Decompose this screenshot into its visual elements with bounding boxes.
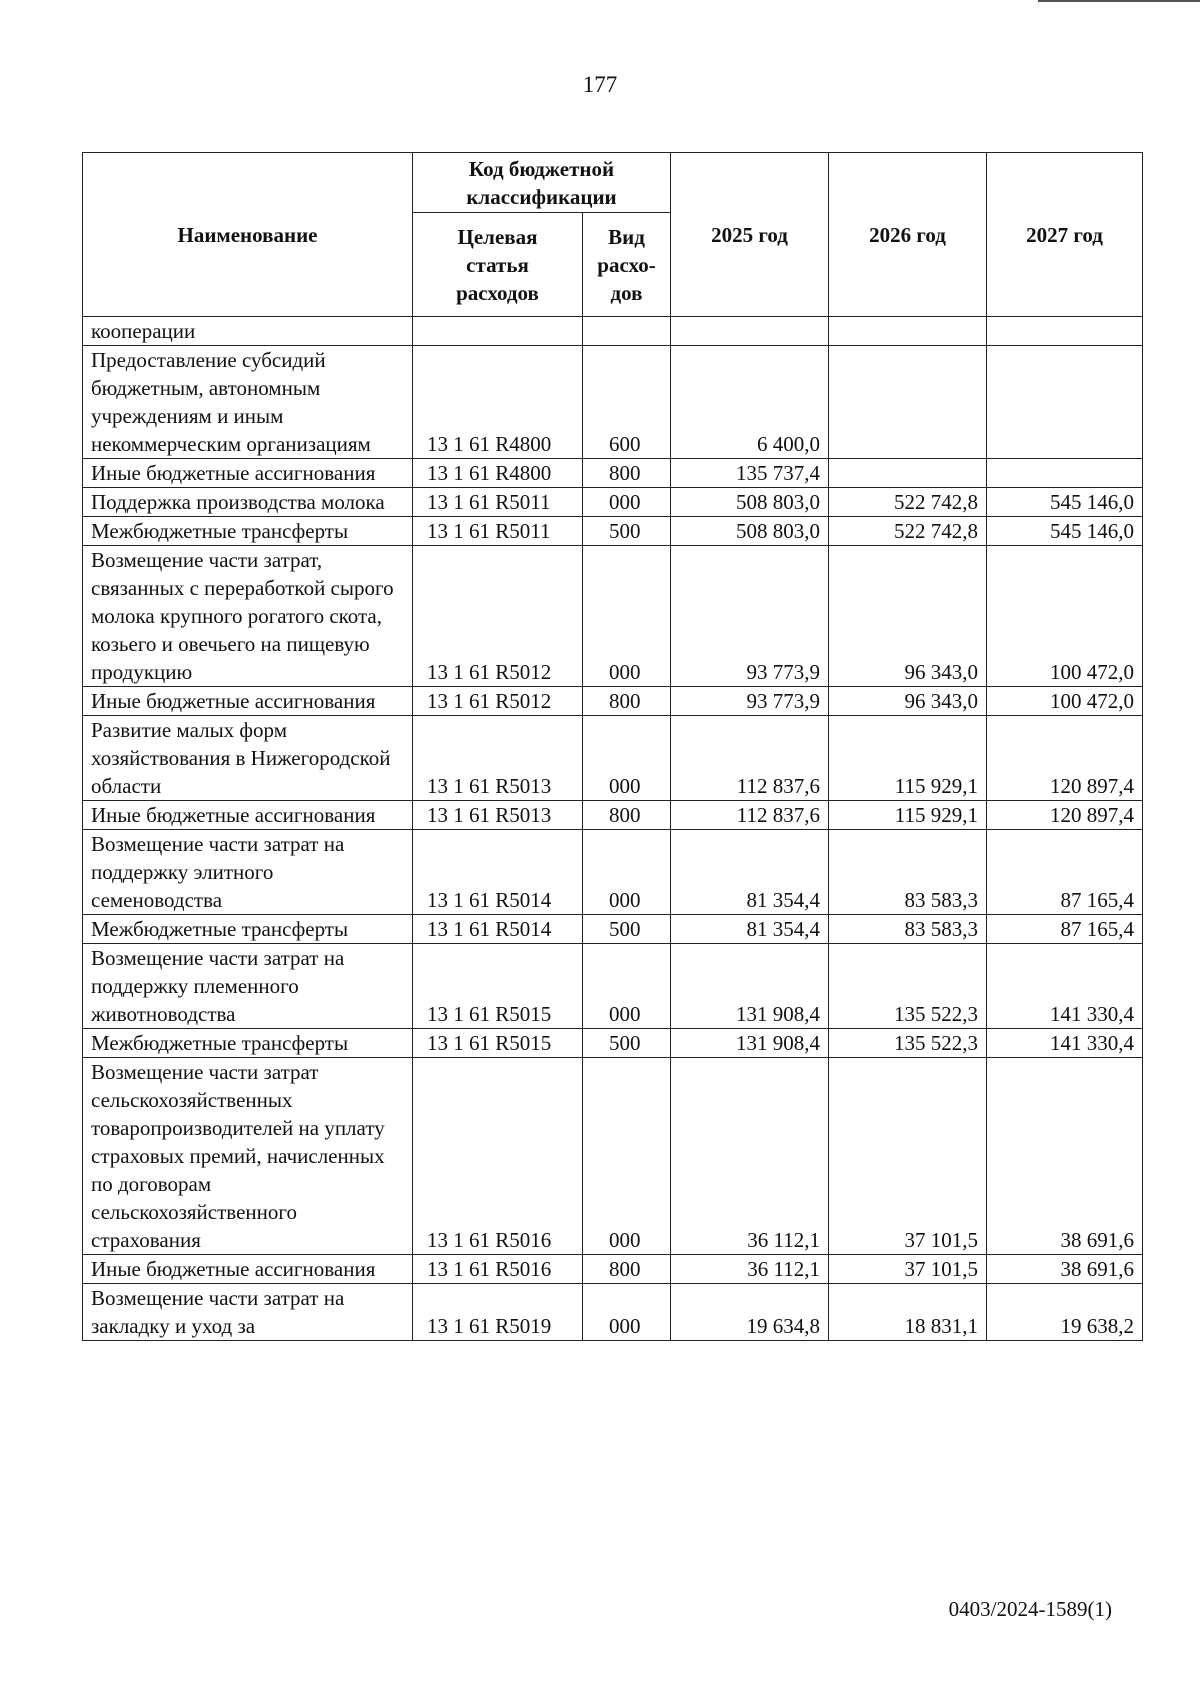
table-row [83,716,1143,801]
row-name: Межбюджетные трансферты [83,517,413,546]
row-2026-value: 115 929,1 [829,801,987,830]
table-row [83,317,1143,346]
row-2026-value: 522 742,8 [829,488,987,517]
row-2027-value: 141 330,4 [987,1029,1143,1058]
row-2026-value [829,459,987,488]
row-2027-value: 120 897,4 [987,801,1143,830]
row-2025-value: 508 803,0 [671,517,829,546]
table-row [83,944,1143,1029]
row-2026-value: 522 742,8 [829,517,987,546]
row-2025-value [671,317,829,346]
row-expense-kind: 800 [583,801,671,830]
row-2027-value: 545 146,0 [987,488,1143,517]
table-row [83,346,1143,459]
row-2026-value [829,346,987,459]
row-2026-value: 37 101,5 [829,1058,987,1255]
row-2026-value: 37 101,5 [829,1255,987,1284]
row-2025-value: 81 354,4 [671,915,829,944]
row-2026-value: 83 583,3 [829,830,987,915]
table-row [83,1284,1143,1341]
row-target-article: 13 1 61 R5013 [413,716,583,801]
table-row [83,459,1143,488]
row-target-article: 13 1 61 R4800 [413,459,583,488]
row-target-article: 13 1 61 R4800 [413,346,583,459]
table-row [83,915,1143,944]
row-name: Возмещение части затрат на поддержку племенного животноводства [83,944,413,1029]
table-row [83,1255,1143,1284]
row-expense-kind: 500 [583,517,671,546]
row-target-article: 13 1 61 R5019 [413,1284,583,1341]
row-name: Межбюджетные трансферты [83,1029,413,1058]
row-2025-value: 112 837,6 [671,716,829,801]
row-2025-value: 36 112,1 [671,1058,829,1255]
row-name: Развитие малых форм хозяйствования в Нижегородской области [83,716,413,801]
row-name: Возмещение части затрат сельскохозяйственных товаропроизводителей на уплату страховых премий, начисленных по договорам сельскохозяйственного страхования [83,1058,413,1255]
row-target-article: 13 1 61 R5015 [413,944,583,1029]
row-2026-value: 96 343,0 [829,546,987,687]
row-2027-value: 38 691,6 [987,1255,1143,1284]
row-2025-value: 131 908,4 [671,944,829,1029]
header-2026: 2026 год [829,153,987,317]
row-expense-kind: 000 [583,944,671,1029]
row-expense-kind: 600 [583,346,671,459]
row-2025-value: 508 803,0 [671,488,829,517]
header-target-article: Целевая статья расходов [413,213,583,317]
row-2025-value: 135 737,4 [671,459,829,488]
row-2026-value: 135 522,3 [829,1029,987,1058]
table-row [83,517,1143,546]
row-2027-value: 545 146,0 [987,517,1143,546]
row-2027-value [987,459,1143,488]
header-2027: 2027 год [987,153,1143,317]
header-name: Наименование [83,153,413,317]
row-2027-value: 100 472,0 [987,546,1143,687]
row-expense-kind: 000 [583,488,671,517]
row-expense-kind: 800 [583,459,671,488]
row-2025-value: 131 908,4 [671,1029,829,1058]
row-target-article: 13 1 61 R5014 [413,830,583,915]
page-number: 177 [582,72,618,97]
row-2027-value [987,317,1143,346]
row-2027-value [987,346,1143,459]
row-name: Возмещение части затрат, связанных с переработкой сырого молока крупного рогатого скота, козьего и овечьего на пищевую продукцию [83,546,413,687]
row-name: Предоставление субсидий бюджетным, автономным учреждениям и иным некоммерческим организациям [83,346,413,459]
row-2027-value: 38 691,6 [987,1058,1143,1255]
row-expense-kind: 500 [583,915,671,944]
row-2026-value: 115 929,1 [829,716,987,801]
table-header [83,153,1143,317]
row-target-article: 13 1 61 R5012 [413,546,583,687]
row-target-article: 13 1 61 R5015 [413,1029,583,1058]
table-row [83,801,1143,830]
row-target-article: 13 1 61 R5014 [413,915,583,944]
row-expense-kind: 000 [583,546,671,687]
header-code-group: Код бюджетной классификации [413,153,671,213]
header-expense-kind: Вид расхо-дов [583,213,671,317]
row-2025-value: 93 773,9 [671,687,829,716]
row-2025-value: 6 400,0 [671,346,829,459]
row-2025-value: 93 773,9 [671,546,829,687]
top-edge-rule [1038,0,1200,2]
row-target-article: 13 1 61 R5011 [413,517,583,546]
row-name: Поддержка производства молока [83,488,413,517]
row-name: Возмещение части затрат на закладку и уход за [83,1284,413,1341]
row-expense-kind: 800 [583,687,671,716]
row-2027-value: 141 330,4 [987,944,1143,1029]
row-2027-value: 120 897,4 [987,716,1143,801]
row-name: Иные бюджетные ассигнования [83,801,413,830]
row-2026-value [829,317,987,346]
row-expense-kind: 000 [583,716,671,801]
row-2025-value: 36 112,1 [671,1255,829,1284]
table-row [83,687,1143,716]
header-2025: 2025 год [671,153,829,317]
table-body [83,317,1143,1341]
row-2026-value: 18 831,1 [829,1284,987,1341]
document-code: 0403/2024-1589(1) [948,1597,1112,1621]
row-target-article: 13 1 61 R5016 [413,1058,583,1255]
row-expense-kind [583,317,671,346]
row-target-article: 13 1 61 R5016 [413,1255,583,1284]
row-target-article: 13 1 61 R5011 [413,488,583,517]
row-expense-kind: 000 [583,1058,671,1255]
row-target-article: 13 1 61 R5012 [413,687,583,716]
row-expense-kind: 500 [583,1029,671,1058]
row-name: Иные бюджетные ассигнования [83,1255,413,1284]
row-target-article [413,317,583,346]
row-2027-value: 87 165,4 [987,830,1143,915]
table-row [83,1058,1143,1255]
row-name: Межбюджетные трансферты [83,915,413,944]
row-name: Иные бюджетные ассигнования [83,687,413,716]
row-name: Иные бюджетные ассигнования [83,459,413,488]
row-2025-value: 112 837,6 [671,801,829,830]
row-2026-value: 135 522,3 [829,944,987,1029]
table-row [83,546,1143,687]
row-2025-value: 19 634,8 [671,1284,829,1341]
budget-table [82,152,1143,1341]
table-row [83,1029,1143,1058]
table-row [83,488,1143,517]
row-target-article: 13 1 61 R5013 [413,801,583,830]
row-2027-value: 19 638,2 [987,1284,1143,1341]
row-expense-kind: 000 [583,830,671,915]
row-2027-value: 87 165,4 [987,915,1143,944]
row-2026-value: 96 343,0 [829,687,987,716]
table-row [83,830,1143,915]
row-2027-value: 100 472,0 [987,687,1143,716]
row-name: Возмещение части затрат на поддержку элитного семеноводства [83,830,413,915]
row-expense-kind: 000 [583,1284,671,1341]
row-2025-value: 81 354,4 [671,830,829,915]
row-expense-kind: 800 [583,1255,671,1284]
row-name: кооперации [83,317,413,346]
row-2026-value: 83 583,3 [829,915,987,944]
